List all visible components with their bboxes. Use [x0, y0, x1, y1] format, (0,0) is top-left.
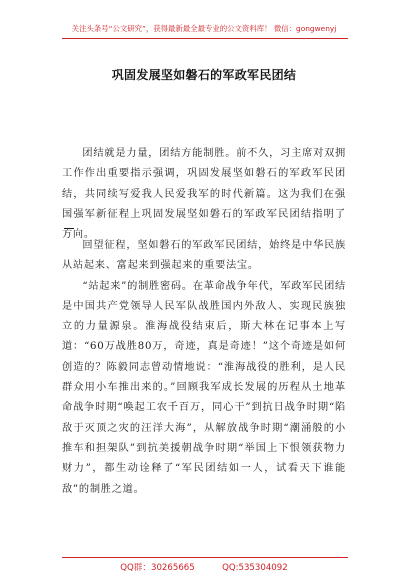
section-paragraph-1: 回望征程，坚如磐石的军政军民团结，始终是中华民族从站起来、富起来到强起来的重要法宝。	[62, 240, 346, 272]
footer-qq-group: QQ群：30265665	[120, 563, 195, 573]
intro-paragraph: 团结就是力量，团结方能制胜。前不久，习主席对双拥工作作出重要指示强调，巩固发展坚如磐石的军政军民团结，共同续写爱我人民爱我军的时代新篇。这为我们在强国强军新征程上巩固发展坚如磐石的军政军民团结指明了方向。	[62, 148, 346, 241]
section-paragraph-2: “站起来”的制胜密码。在革命战争年代，军政军民团结是中国共产党领导人民军队战胜国内外敌人、实现民族独立的力量源泉。淮海战役结束后，斯大林在记事本上写道：“60万战胜80万，奇迹，真是奇迹！”这个奇迹是如何创造的？陈毅同志曾动情地说：“淮海战役的胜利，是人民群众用小车推出来的。”回顾我军成长发展的历程从土地革命战争时期“唤起工农千百万，同心干”到抗日战争时期“陷敌于灭顶之灾的汪洋大海”，从解放战争时期“潮涌般的小推车和担架队”到抗美援朝战争时期“举国上下恨领获物力财力”，都生动诠释了“军民团结如一人，试看天下谁能敌”的制胜之道。	[62, 280, 346, 495]
footer-divider	[62, 557, 348, 558]
footer-qq: QQ:535304092	[222, 563, 288, 573]
section-one-body	[62, 236, 346, 500]
section-marker	[62, 222, 82, 232]
header-banner: 关注头条号“公文研究”，获得最新最全最专业的公文资料库！ 微信：gongwenyj	[71, 24, 337, 33]
document-title: 巩固发展坚如磐石的军政军民团结	[111, 68, 297, 82]
section-number-one	[64, 228, 74, 229]
header-divider	[62, 38, 348, 39]
intro-section	[62, 144, 346, 245]
footer-contact	[0, 561, 408, 573]
